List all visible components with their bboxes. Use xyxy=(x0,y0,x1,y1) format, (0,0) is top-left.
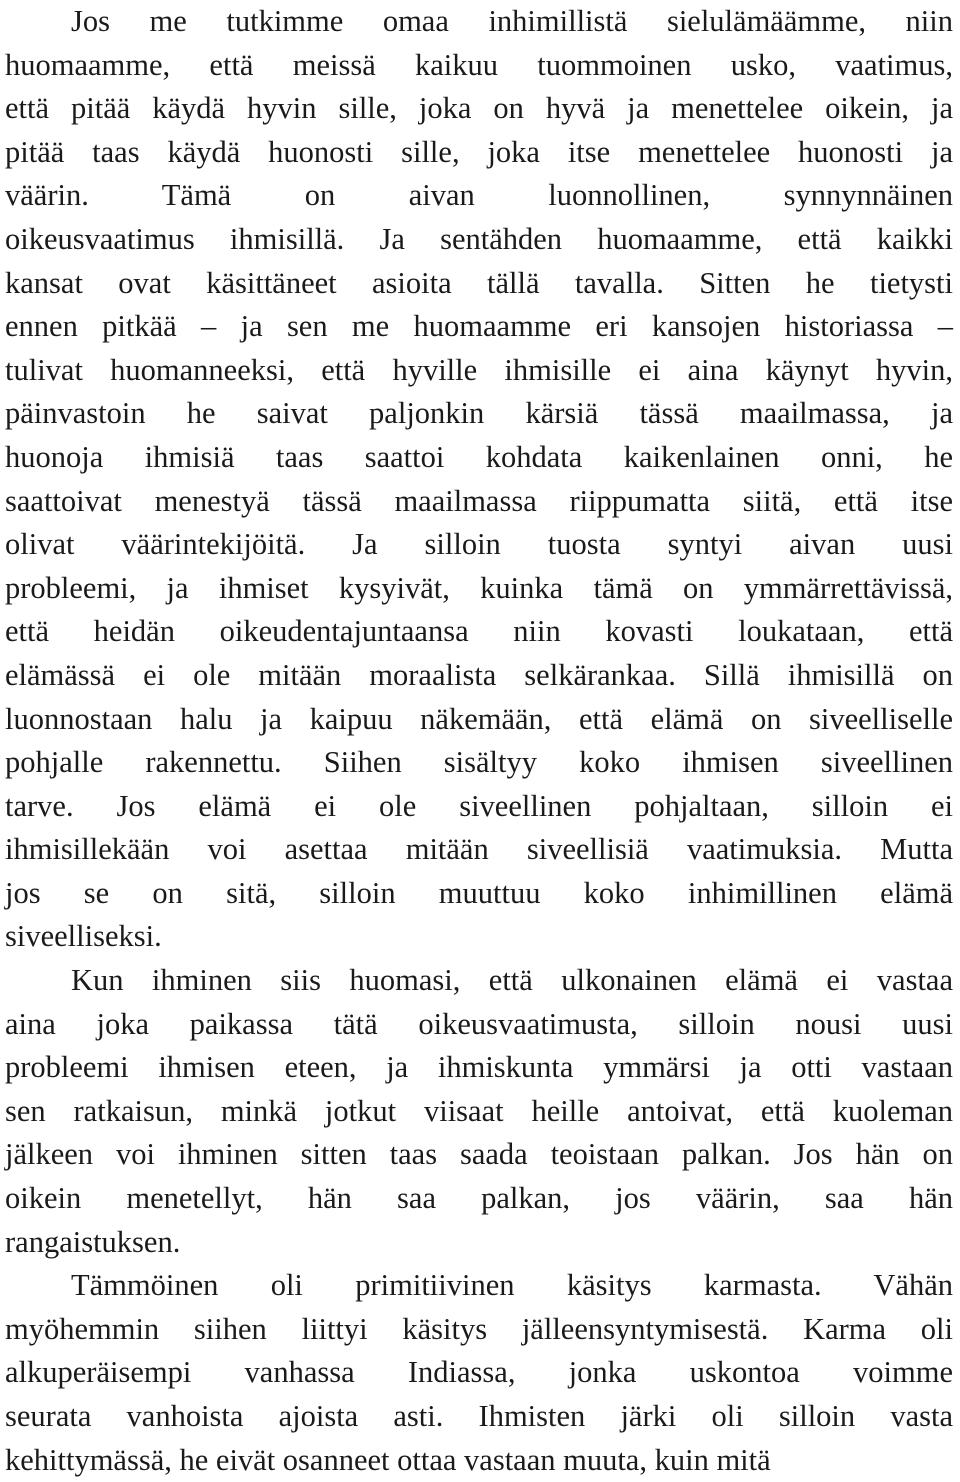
text-line: päinvastoin he saivat paljonkin kärsiä tässä maailmassa, ja xyxy=(5,396,953,431)
text-line: siveelliseksi. xyxy=(5,919,162,954)
text-line: myöhemmin siihen liittyi käsitys jälleensyntymisestä. Karma oli xyxy=(5,1311,953,1346)
text-line: oikein menetellyt, hän saa palkan, jos väärin, saa hän xyxy=(5,1181,953,1216)
text-line: elämässä ei ole mitään moraalista selkärankaa. Sillä ihmisillä on xyxy=(5,657,953,692)
text-line: aina joka paikassa tätä oikeusvaatimusta, silloin nousi uusi xyxy=(5,1006,953,1041)
paragraph-3 xyxy=(5,1264,953,1482)
text-line: että pitää käydä hyvin sille, joka on hyvä ja menettelee oikein, ja xyxy=(5,91,953,126)
text-line: väärin. Tämä on aivan luonnollinen, synnynnäinen xyxy=(5,178,953,213)
text-line: pitää taas käydä huonosti sille, joka itse menettelee huonosti ja xyxy=(5,134,953,169)
text-line: probleemi ihmisen eteen, ja ihmiskunta ymmärsi ja otti vastaan xyxy=(5,1050,953,1085)
text-line: jälkeen voi ihminen sitten taas saada teoistaan palkan. Jos hän on xyxy=(5,1137,953,1172)
text-line: jos se on sitä, silloin muuttuu koko inhimillinen elämä xyxy=(5,875,953,910)
text-line: kehittymässä, he eivät osanneet ottaa vastaan muuta, kuin mitä xyxy=(5,1442,771,1477)
text-line: että heidän oikeudentajuntaansa niin kovasti loukataan, että xyxy=(5,614,953,649)
paragraph-1 xyxy=(5,0,953,959)
text-line: pohjalle rakennettu. Siihen sisältyy koko ihmisen siveellinen xyxy=(5,745,953,780)
text-line: Jos me tutkimme omaa inhimillistä sielulämäämme, niin xyxy=(71,4,953,38)
text-line: ihmisillekään voi asettaa mitään siveellisiä vaatimuksia. Mutta xyxy=(5,832,953,867)
text-line: huonoja ihmisiä taas saattoi kohdata kaikenlainen onni, he xyxy=(5,439,953,474)
text-line: alkuperäisempi vanhassa Indiassa, jonka uskontoa voimme xyxy=(5,1355,953,1390)
text-line: ennen pitkää – ja sen me huomaamme eri kansojen historiassa – xyxy=(5,309,953,344)
document-page xyxy=(5,0,953,1482)
text-line: rangaistuksen. xyxy=(5,1224,181,1259)
text-line: olivat väärintekijöitä. Ja silloin tuosta syntyi aivan uusi xyxy=(5,527,953,562)
text-line: huomaamme, että meissä kaikuu tuommoinen usko, vaatimus, xyxy=(5,47,953,82)
text-line: Tämmöinen oli primitiivinen käsitys karmasta. Vähän xyxy=(71,1268,953,1303)
text-line: oikeusvaatimus ihmisillä. Ja sentähden huomaamme, että kaikki xyxy=(5,221,953,256)
text-line: sen ratkaisun, minkä jotkut viisaat heille antoivat, että kuoleman xyxy=(5,1093,953,1128)
text-line: saattoivat menestyä tässä maailmassa riippumatta siitä, että itse xyxy=(5,483,953,518)
text-line: tulivat huomanneeksi, että hyville ihmisille ei aina käynyt hyvin, xyxy=(5,352,953,387)
text-line: tarve. Jos elämä ei ole siveellinen pohjaltaan, silloin ei xyxy=(5,788,953,823)
text-line: kansat ovat käsittäneet asioita tällä tavalla. Sitten he tietysti xyxy=(5,265,953,300)
paragraph-2 xyxy=(5,959,953,1264)
text-line: luonnostaan halu ja kaipuu näkemään, että elämä on siveelliselle xyxy=(5,701,953,736)
text-line: Kun ihminen siis huomasi, että ulkonainen elämä ei vastaa xyxy=(71,963,953,998)
text-line: probleemi, ja ihmiset kysyivät, kuinka tämä on ymmärrettävissä, xyxy=(5,570,953,605)
text-line: seurata vanhoista ajoista asti. Ihmisten järki oli silloin vasta xyxy=(5,1399,953,1433)
